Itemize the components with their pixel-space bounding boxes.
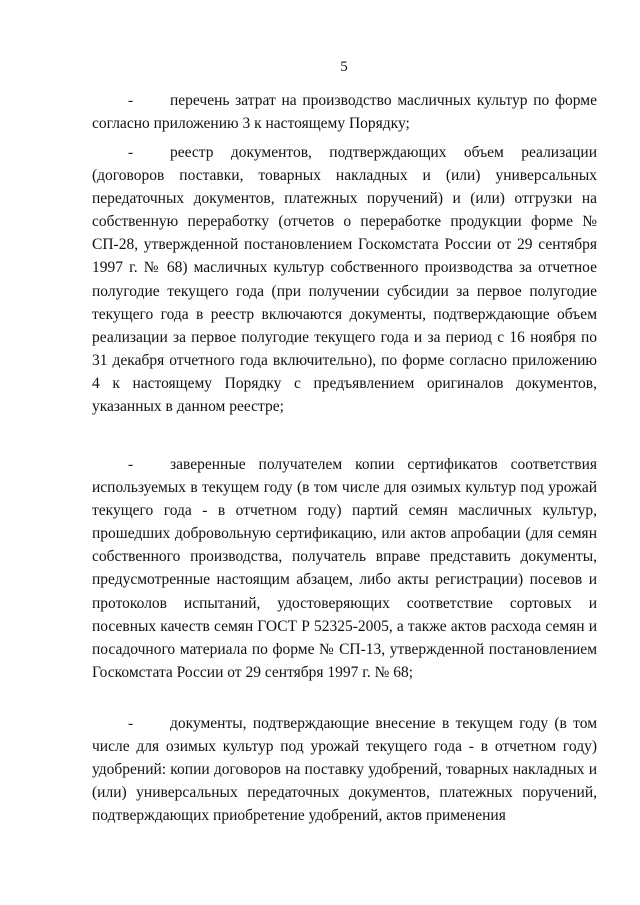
- paragraph-text: документы, подтверждающие внесение в текущем году (в том числе для озимых культур под урожай текущего года - в отчетном году) удобрений: копии договоров на поставку удобрений, товарных накладных и (или) универсальных передаточных документов, платежных поручений, подтверждающих приобретение удобрений, актов применения: [92, 715, 597, 825]
- list-dash: -: [128, 144, 134, 161]
- paragraph-fertilizer-documents: [92, 712, 597, 827]
- paragraph-text: перечень затрат на производство масличных культур по форме согласно приложению 3 к настоящему Порядку;: [92, 92, 597, 133]
- list-dash: -: [128, 456, 134, 473]
- paragraph-text: заверенные получателем копии сертификатов соответствия используемых в текущем году (в том числе для озимых культур под урожай текущего года - в отчетном году) партий семян масличных культур, прошедших добровольную сертификацию, или актов апробации (для семян собственного производства, получатель вправе представить документы, предусмотренные настоящим абзацем, либо акты регистрации) посевов и протоколов испытаний, удостоверяющих соответствие сортовых и посевных качеств семян ГОСТ Р 52325-2005, а также актов расхода семян и посадочного материала по форме № СП-13, утвержденной постановлением Госкомстата России от 29 сентября 1997 г. № 68;: [92, 456, 597, 681]
- paragraph-cost-list: [92, 89, 597, 135]
- list-dash: -: [128, 715, 134, 732]
- list-dash: -: [128, 92, 134, 109]
- paragraph-document-register: [92, 141, 597, 418]
- paragraph-certificates: [92, 453, 597, 684]
- paragraph-text: реестр документов, подтверждающих объем реализации (договоров поставки, товарных накладных и (или) универсальных передаточных документов, платежных поручений) и (или) отгрузки на собственную переработку (отчетов о переработке продукции форме № СП-28, утвержденной постановлением Госкомстата России от 29 сентября 1997 г. № 68) масличных культур собственного производства за отчетное полугодие текущего года (при получении субсидии за первое полугодие текущего года в реестр включаются документы, подтверждающие объем реализации за первое полугодие текущего года и за период с 16 ноября по 31 декабря отчетного года включительно), по форме согласно приложению 4 к настоящему Порядку с предъявлением оригиналов документов, указанных в данном реестре;: [92, 144, 597, 416]
- page-number: 5: [340, 59, 348, 75]
